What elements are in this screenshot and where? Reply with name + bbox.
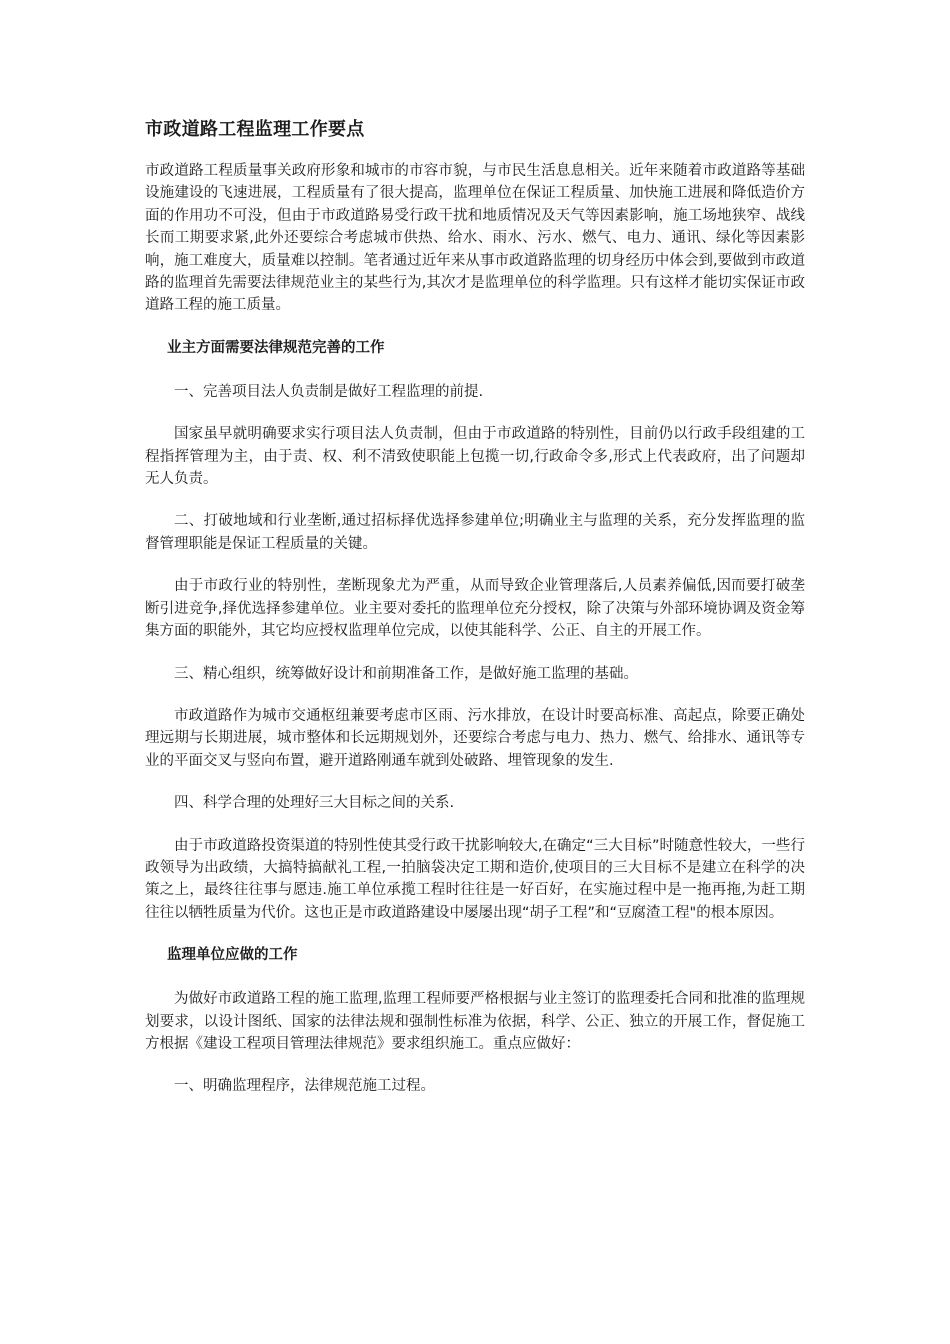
owner-point-3-body: 市政道路作为城市交通枢纽兼要考虑市区雨、污水排放，在设计时要高标准、高起点，除要正确处理远期与长期进展，城市整体和长远期规划外，还要综合考虑与电力、热力、燃气、给排水、通讯等专业的平面交叉与竖向布置，避开道路刚通车就到处破路、埋管现象的发生. [145,707,805,769]
owner-point-3: 三、精心组织，统筹做好设计和前期准备工作，是做好施工监理的基础。 [174,665,638,682]
section-heading-supervisor: 监理单位应做的工作 [167,947,298,964]
owner-point-4-body: 由于市政道路投资渠道的特别性使其受行政干扰影响较大,在确定“三大目标”时随意性较大，一些行政领导为出政绩，大搞特搞献礼工程,一拍脑袋决定工期和造价,使项目的三大目标不是建立在科学的决策之上，最终往往事与愿违.施工单位承揽工程时往往是一好百好，在实施过程中是一拖再拖,为赶工期往往以牺牲质量为代价。这也正是市政道路建设中屡屡出现“胡子工程”和“豆腐渣工程"的根本原因。 [145,837,805,921]
section-heading-owner: 业主方面需要法律规范完善的工作 [167,339,385,356]
document-title: 市政道路工程监理工作要点 [145,119,365,140]
document-page [145,116,805,1118]
intro-paragraph: 市政道路工程质量事关政府形象和城市的市容市貌，与市民生活息息相关。近年来随着市政道路等基础设施建设的飞速进展，工程质量有了很大提高，监理单位在保证工程质量、加快施工进展和降低造价方面的作用功不可没，但由于市政道路易受行政干扰和地质情况及天气等因素影响，施工场地狭窄、战线长而工期要求紧,此外还要综合考虑城市供热、给水、雨水、污水、燃气、电力、通讯、绿化等因素影响，施工难度大，质量难以控制。笔者通过近年来从事市政道路监理的切身经历中体会到,要做到市政道路的监理首先需要法律规范业主的某些行为,其次才是监理单位的科学监理。只有这样才能切实保证市政道路工程的施工质量。 [145,163,805,314]
supervisor-point-1: 一、明确监理程序，法律规范施工过程。 [174,1078,435,1095]
owner-point-1-body: 国家虽早就明确要求实行项目法人负责制，但由于市政道路的特别性，目前仍以行政手段组建的工程指挥管理为主，由于责、权、利不清致使职能上包揽一切,行政命令多,形式上代表政府，出了问题却无人负责。 [145,426,805,488]
supervisor-intro: 为做好市政道路工程的施工监理,监理工程师要严格根据与业主签订的监理委托合同和批准的监理规划要求，以设计图纸、国家的法律法规和强制性标准为依据，科学、公正、独立的开展工作，督促施工方根据《建设工程项目管理法律规范》要求组织施工。重点应做好： [145,991,805,1052]
owner-point-4: 四、科学合理的处理好三大目标之间的关系. [174,795,455,812]
owner-point-2: 二、打破地域和行业垄断,通过招标择优选择参建单位;明确业主与监理的关系，充分发挥监理的监督管理职能是保证工程质量的关键。 [145,513,805,552]
owner-point-1: 一、完善项目法人负责制是做好工程监理的前提. [174,383,484,400]
owner-point-2-body: 由于市政行业的特别性，垄断现象尤为严重，从而导致企业管理落后,人员素养偏低,因而要打破垄断引进竞争,择优选择参建单位。业主要对委托的监理单位充分授权，除了决策与外部环境协调及资金筹集方面的职能外，其它均应授权监理单位完成，以使其能科学、公正、自主的开展工作。 [145,578,805,640]
